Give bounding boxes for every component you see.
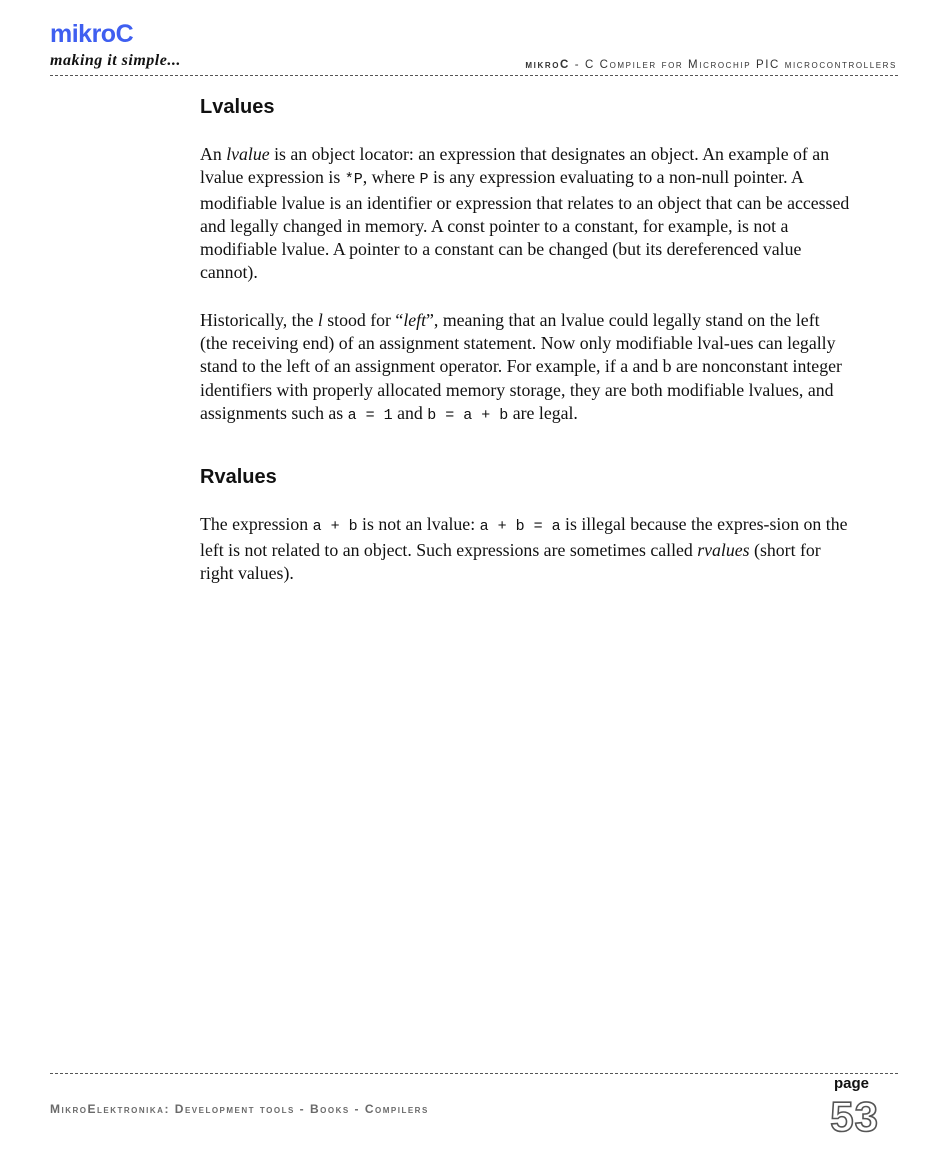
code-snippet: P xyxy=(419,171,429,189)
page-content xyxy=(200,95,850,585)
lvalues-paragraph-1: An lvalue is an object locator: an expression that designates an object. An example of an lvalue expression is *P, where P is any expression evaluating to a non-null pointer. A modifiable lvalue is an identifier or expression that relates to an object that can be accessed and legally changed in memory. A const pointer to a constant, for example, is not a modifiable lvalue. A pointer to a constant can be changed (but its dereferenced value cannot). xyxy=(200,144,850,283)
code-snippet: a = 1 xyxy=(347,406,393,424)
code-snippet: b = a + b xyxy=(427,406,509,424)
code-snippet: a + b xyxy=(312,518,358,536)
footer-publisher-text: MikroElektronika: Development tools - Books - Compilers xyxy=(50,1102,429,1116)
header-title-product: mikroC xyxy=(525,59,570,71)
header-title xyxy=(525,60,897,72)
rvalues-paragraph-1: The expression a + b is not an lvalue: a + b = a is illegal because the expres-sion on the left is not related to an object. Such expressions are sometimes called rvalues (short for right values). xyxy=(200,514,848,583)
header-divider xyxy=(50,75,898,76)
code-snippet: a + b = a xyxy=(479,518,561,536)
tagline: making it simple... xyxy=(50,52,181,69)
lvalues-heading: Lvalues xyxy=(200,96,275,118)
rvalues-heading: Rvalues xyxy=(200,466,277,489)
code-snippet: *P xyxy=(344,171,363,189)
lvalues-paragraph-2: Historically, the l stood for “left”, meaning that an lvalue could legally stand on the left (the receiving end) of an assignment statement. Now only modifiable lval-ues can legally stand to the left of an assignment operator. For example, if a and b are nonconstant integer identifiers with properly allocated memory storage, they are both modifiable lvalues, and assignments such as a = 1 and b = a + b are legal. xyxy=(200,309,842,424)
page-number: 53 xyxy=(830,1093,879,1140)
page-label: page xyxy=(833,1075,869,1092)
header-title-rest: - C Compiler for Microchip PIC microcontrollers xyxy=(569,59,897,71)
mikroc-logo: mikroC xyxy=(50,20,134,48)
footer-divider xyxy=(50,1073,898,1074)
